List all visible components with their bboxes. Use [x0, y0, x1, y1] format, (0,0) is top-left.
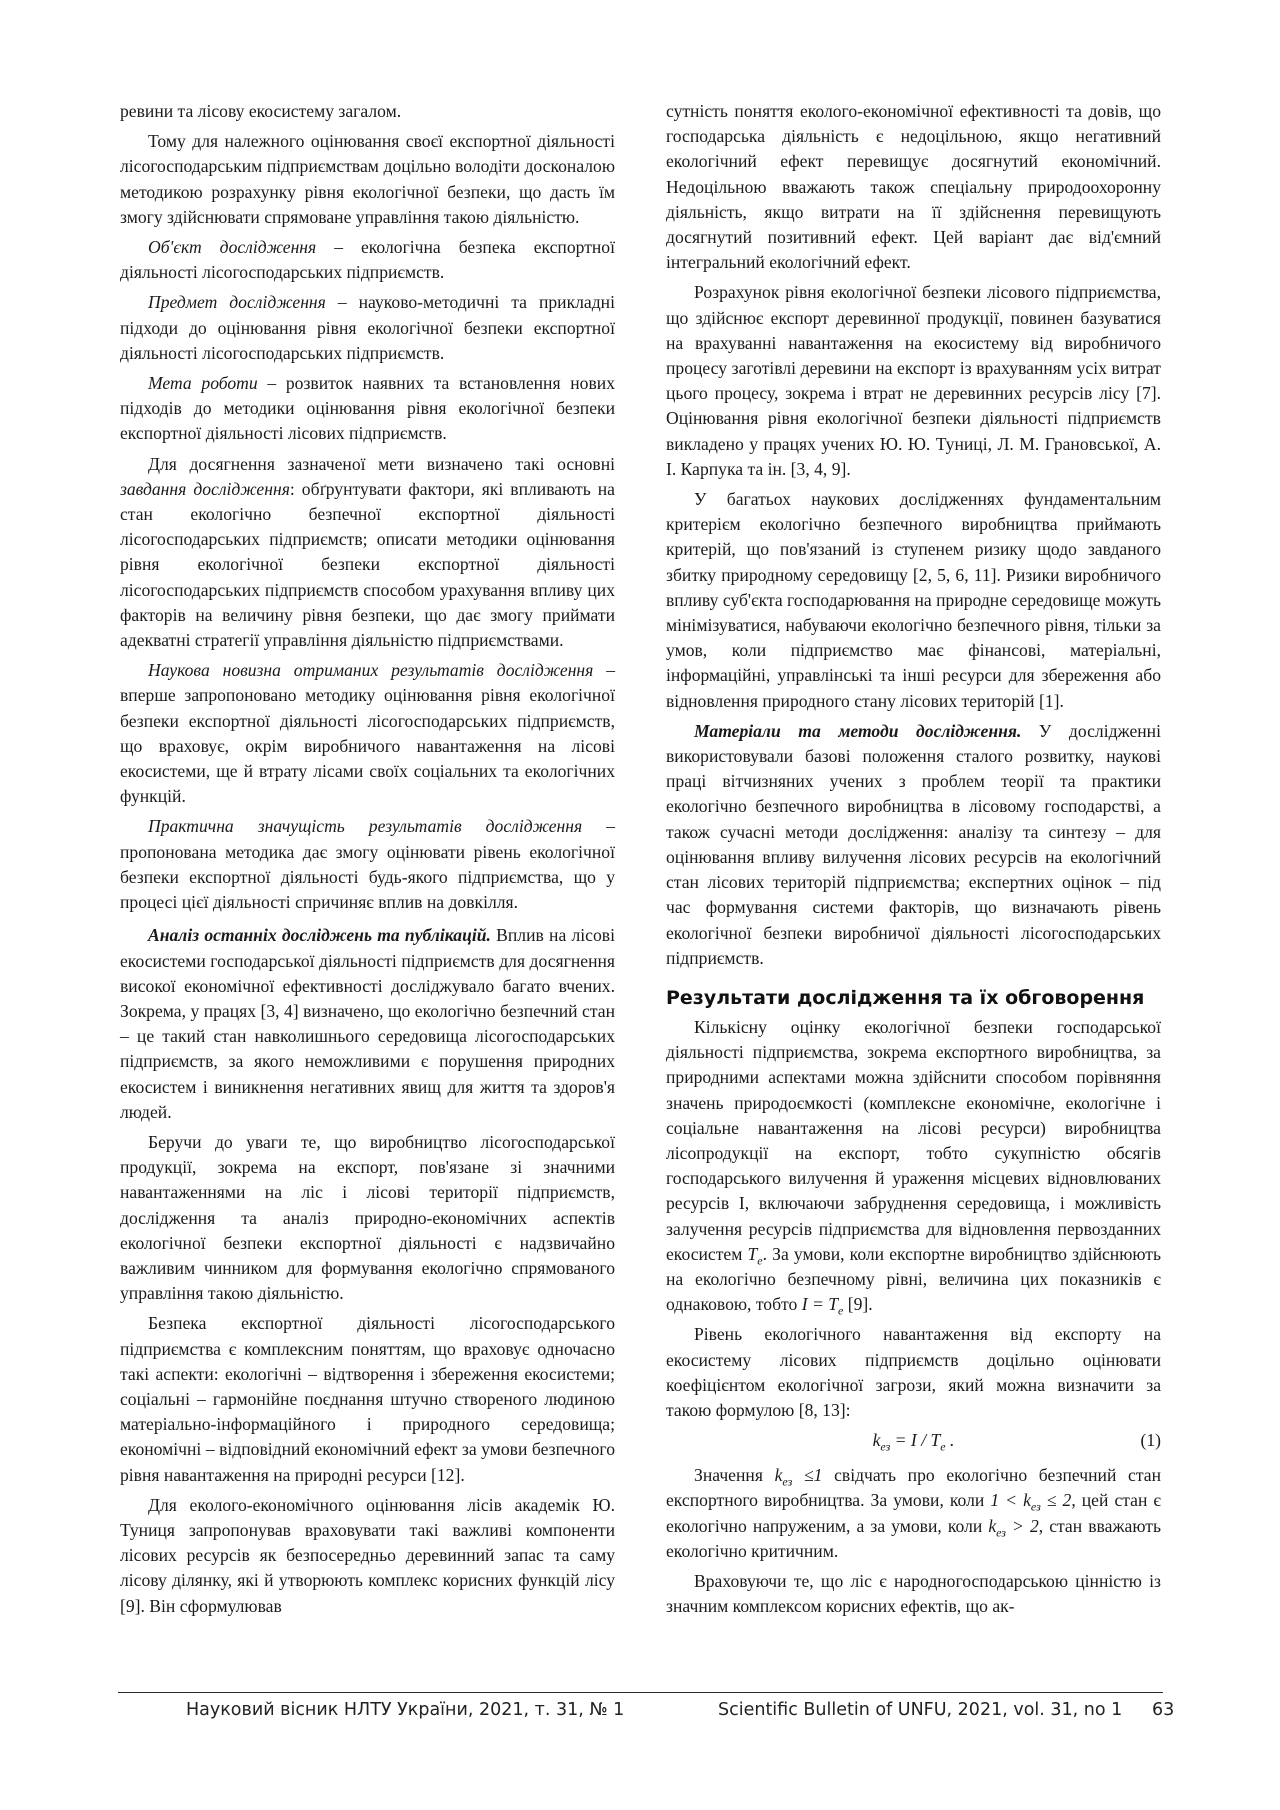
paragraph-text: – науково-методичні та прикладні підходи до оцінювання рівня екологічної безпеки експортної діяльності лісогосподарських підприємств.	[120, 292, 615, 363]
term-label: Наукова новизна отриманих результатів дослідження	[148, 660, 594, 681]
paragraph: Тому для належного оцінювання своєї експортної діяльності лісогосподарським підприємствам доцільно володіти досконалою методикою розрахунку рівня екологічної безпеки, що дасть їм змогу здійснювати спрямоване управління такою діяльністю.	[120, 131, 615, 227]
term-label: Мета роботи	[148, 373, 258, 394]
footer-journal-ua: Науковий вісник НЛТУ України, 2021, т. 31, № 1	[186, 1700, 625, 1720]
formula-1	[666, 1428, 1161, 1458]
paragraph: Безпека експортної діяльності лісогосподарського підприємства є комплексним поняттям, що враховує одночасно такі аспекти: екологічні – відтворення і збереження екосистеми; соціальні – гармонійне поєднання штучно створеного людиною матеріально-інформаційного і природного середовища; економічні – відповідний економічний ефект за умови безпечного рівня навантаження на природні ресурси [12].	[120, 1313, 615, 1485]
paragraph-significance	[120, 814, 615, 915]
paragraph: Рівень екологічного навантаження від експорту на екосистему лісових підприємств доцільно оцінювати коефіцієнтом екологічної загрози, який можна визначити за такою формулою [8, 13]:	[666, 1324, 1161, 1420]
page-number: 63	[1152, 1700, 1175, 1720]
paragraph: сутність поняття еколого-економічної ефективності та довів, що господарська діяльність є недоцільною, якщо негативний екологічний ефект перевищує досягнутий економічний. Недоцільною вважають також спеціальну природоохоронну діяльність, якщо витрати на її здійснення перевищують досягнутий позитивний ефект. Цей варіант дає від'ємний інтегральний екологічний ефект.	[666, 101, 1161, 273]
paragraph-goal	[120, 371, 615, 447]
math-inline: $k_{ез} > 2$	[988, 1515, 1039, 1540]
section-run-in-heading: Аналіз останніх досліджень та публікацій.	[148, 925, 491, 946]
term-label: завдання дослідження	[120, 478, 290, 499]
paragraph: Розрахунок рівня екологічної безпеки лісового підприємства, що здійснює експорт деревинної продукції, повинен базуватися на врахуванні навантаження на екосистему від виробничого процесу заготівлі деревини на експорт із врахуванням усіх витрат цього процесу, зокрема і втрат не деревинних ресурсів лісу [7]. Оцінювання рівня екологічної безпеки діяльності підприємств викладено у працях учених Ю. Ю. Туниці, Л. М. Грановської, А. І. Карпука та ін. [3, 4, 9].	[666, 282, 1161, 479]
math-inline: $k_{ез} \le 1$	[774, 1465, 823, 1489]
term-label: Практична значущість результатів дослідження	[148, 816, 583, 837]
term-label: Об'єкт дослідження	[148, 237, 317, 258]
formula-number: (1)	[1140, 1430, 1161, 1451]
paragraph-text: . За умови, коли експортне виробництво здійснюють на екологічно безпечному рівні, величина цих показників є однаковою, тобто	[666, 1243, 1161, 1315]
paragraph-text: Для досягнення зазначеної мети визначено такі основні	[148, 453, 615, 474]
paragraph-novelty	[120, 658, 615, 809]
section-heading: Результати дослідження та їх обговорення	[666, 986, 1145, 1009]
paragraph: ревини та лісову екосистему загалом.	[120, 101, 402, 121]
section-run-in-heading: Матеріали та методи дослідження.	[694, 720, 1022, 741]
paragraph-text: Вплив на лісові екосистеми господарської діяльності підприємств для досягнення високої економічної ефективності досліджувало багато вчених. Зокрема, у працях [3, 4] визначено, що екологічно безпечний стан – це такий стан навколишнього середовища лісогосподарських підприємств, за якого неможливими є порушення природних екосистем і виникнення негативних явищ для життя та здоров'я людей.	[120, 925, 615, 1122]
paragraph-analysis	[120, 923, 615, 1125]
paragraph-subject	[120, 290, 615, 366]
paragraph-text: У дослідженні використовували базові положення сталого розвитку, наукові праці вітчизняних учених з проблем теорії та практики екологічно безпечного виробництва в лісовому господарстві, а також сучасні методи дослідження: аналізу та синтезу – для оцінювання впливу вилучення лісових ресурсів на екологічний стан лісових територій підприємства; експертних оцінок – під час формування системи факторів, що визначають рівень екологічної безпеки виробничої діяльності лісогосподарських підприємств.	[666, 720, 1161, 968]
paragraph-tasks	[120, 452, 615, 654]
paragraph: Враховуючи те, що ліс є народногосподарською цінністю із значним комплексом корисних ефектів, що ак-	[666, 1570, 1161, 1617]
paragraph: У багатьох наукових дослідженнях фундаментальним критерієм екологічно безпечного виробництва приймають критерій, що пов'язаний із ступенем ризику щодо завданого збитку природному середовищу [2, 5, 6, 11]. Ризики виробничого впливу суб'єкта господарювання на природне середовище можуть мінімізуватися, набуваючи екологічно безпечного рівня, тільки за умов, коли підприємство має фінансові, матеріальні, інформаційні, управлінські та інші ресурси для збереження або відновлення природного стану лісових територій [1].	[666, 489, 1161, 711]
paragraph-methods	[666, 719, 1161, 971]
footer-journal-en: Scientific Bulletin of UNFU, 2021, vol. 31, no 1	[718, 1700, 1123, 1720]
right-column	[666, 99, 1161, 1624]
math-inline: $1 < k_{ез} \le 2$	[990, 1490, 1072, 1514]
formula-expression: $k_{ез} = I / T_e$ .	[872, 1430, 955, 1454]
left-column	[120, 99, 615, 1624]
paragraph: Беручи до уваги те, що виробництво лісогосподарської продукції, зокрема на експорт, пов'язане зі значними навантаженнями на ліс і лісові території підприємств, дослідження та аналіз природно-економічних аспектів екологічної безпеки експортної діяльності є надзвичайно важливим чинником для формування екологічно спрямованого управління такою діяльністю.	[120, 1131, 615, 1304]
paragraph-text: – вперше запропоновано методику оцінювання рівня екологічної безпеки експортної діяльності лісогосподарських підприємств, що враховує, окрім виробничого навантаження на лісові екосистеми, ще й втрату лісами своїх соціальних та екологічних функцій.	[120, 660, 615, 807]
paragraph-text: [9].	[843, 1294, 873, 1315]
footer-divider	[118, 1692, 1163, 1693]
paragraph	[666, 1015, 1161, 1317]
paragraph-text: – пропонована методика дає змогу оцінювати рівень екологічної безпеки експортної діяльності будь-якого підприємства, що у процесі цієї діяльності спричиняє вплив на довкілля.	[120, 816, 615, 913]
term-label: Предмет дослідження	[148, 292, 326, 313]
math-inline: $I = T_e$	[801, 1294, 844, 1318]
paragraph-object	[120, 235, 615, 285]
paragraph-text: – розвиток наявних та встановлення нових підходів до методики оцінювання рівня екологічної безпеки експортної діяльності лісових підприємств.	[120, 373, 615, 444]
paragraph-text: Кількісну оцінку екологічної безпеки господарської діяльності підприємства, зокрема експортного виробництва, за природними аспектами можна здійснити способом порівняння значень природоємкості (комплексне економічне, екологічне і соціальне навантаження на лісові ресурси) виробництва лісопродукції на експорт, тобто сукупністю обсягів господарського вилучення й ураження місцевих відновлюваних ресурсів I, включаючи забруднення середовища, і можливість залучення ресурсів підприємства для відновлення первозданних екосистем	[666, 1016, 1161, 1264]
paragraph: Значення $k_{ез} \le 1$ свідчать про екологічно безпечний стан експортного виробництва. За умови, коли $1 < k_{ез} \le 2$, цей стан є екологічно напруженим, а за умови, коли $k_{ез} > 2$, стан вважають екологічно критичним.	[666, 1465, 1161, 1561]
paragraph-text: – екологічна безпека експортної діяльності лісогосподарських підприємств.	[120, 237, 615, 283]
paragraph: Для еколого-економічного оцінювання лісів академік Ю. Туниця запропонував враховувати такі важливі компоненти лісових ресурсів як безпосередньо деревинний запас та саму лісову ділянку, які й утворюють комплекс корисних функцій лісу [9]. Він сформулював	[120, 1494, 615, 1616]
math-var: $T_e$	[747, 1243, 763, 1268]
paragraph-text: : обґрунтувати фактори, які впливають на стан екологічно безпечної експортної діяльності лісогосподарських підприємств; описати методики оцінювання рівня екологічної безпеки експортної діяльності лісогосподарських підприємств способом урахування впливу цих факторів на величину рівня безпеки, що дає змогу приймати адекватні стратегії управління діяльністю підприємствами.	[120, 478, 615, 651]
